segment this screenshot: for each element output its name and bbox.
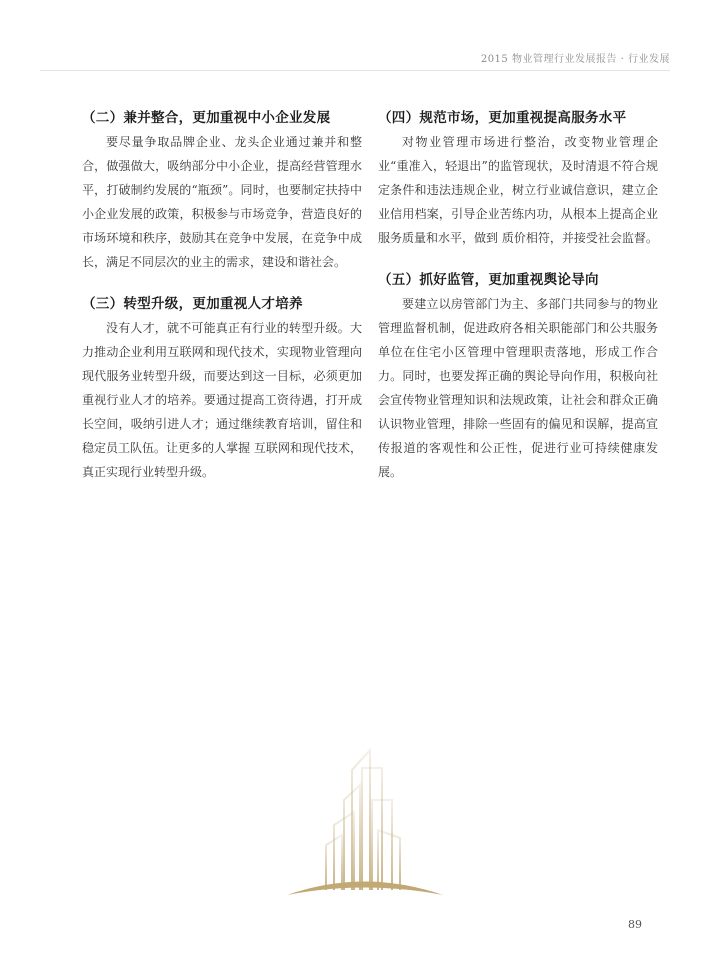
section-title: （四）规范市场，更加重视提高服务水平 [378, 110, 627, 126]
section-body: 要建立以房管部门为主、多部门共同参与的物业管理监督机制，促进政府各相关职能部门和公共服务单位在住宅小区管理中管理职责落地，形成工作合力。同时，也要发挥正确的舆论导向作用，积极向社会宣传物业管理知识和法规政策，让社会和群众正确认识物业管理，排除一些固有的偏见和误解，提高宣传报道的客观性和公正性，促进行业可持续健康发展。 [378, 297, 658, 479]
section-transformation [82, 292, 362, 484]
section-title: （五）抓好监管，更加重视舆论导向 [378, 272, 599, 288]
section-title: （三）转型升级，更加重视人才培养 [82, 296, 303, 312]
section-supervision [378, 268, 658, 484]
building-skyline-icon [282, 740, 448, 900]
section-market-regulation [378, 106, 658, 250]
right-column [378, 106, 658, 502]
logo-base-arc [287, 882, 443, 896]
running-header: 2015 物业管理行业发展报告 · 行业发展 [480, 54, 670, 65]
section-merger-integration [82, 106, 362, 274]
page-number: 89 [628, 918, 642, 931]
header-divider [40, 70, 670, 71]
section-body: 没有人才，就不可能真正有行业的转型升级。大力推动企业利用互联网和现代技术，实现物业管理向现代服务业转型升级，而要达到这一目标，必须更加重视行业人才的培养。要通过提高工资待遇，打开成长空间，吸纳引进人才；通过继续教育培训，留住和稳定员工队伍。让更多的人掌握 互联网和现代技术，真正实现行业转型升级。 [82, 321, 362, 479]
section-body: 对物业管理市场进行整治，改变物业管理企业“重准入，轻退出”的监管现状，及时清退不符合规定条件和违法违规企业，树立行业诚信意识，建立企业信用档案，引导企业苦练内功，从根本上提高企业服务质量和水平，做到 质价相符，并接受社会监督。 [378, 135, 658, 245]
section-title: （二）兼并整合，更加重视中小企业发展 [82, 110, 331, 126]
left-column [82, 106, 362, 502]
section-body: 要尽量争取品牌企业、龙头企业通过兼并和整合，做强做大，吸纳部分中小企业，提高经营管理水平，打破制约发展的“瓶颈”。同时，也要制定扶持中小企业发展的政策，积极参与市场竞争，营造良好的市场环境和秩序，鼓励其在竞争中发展，在竞争中成长，满足不同层次的业主的需求，建设和谐社会。 [82, 135, 362, 269]
